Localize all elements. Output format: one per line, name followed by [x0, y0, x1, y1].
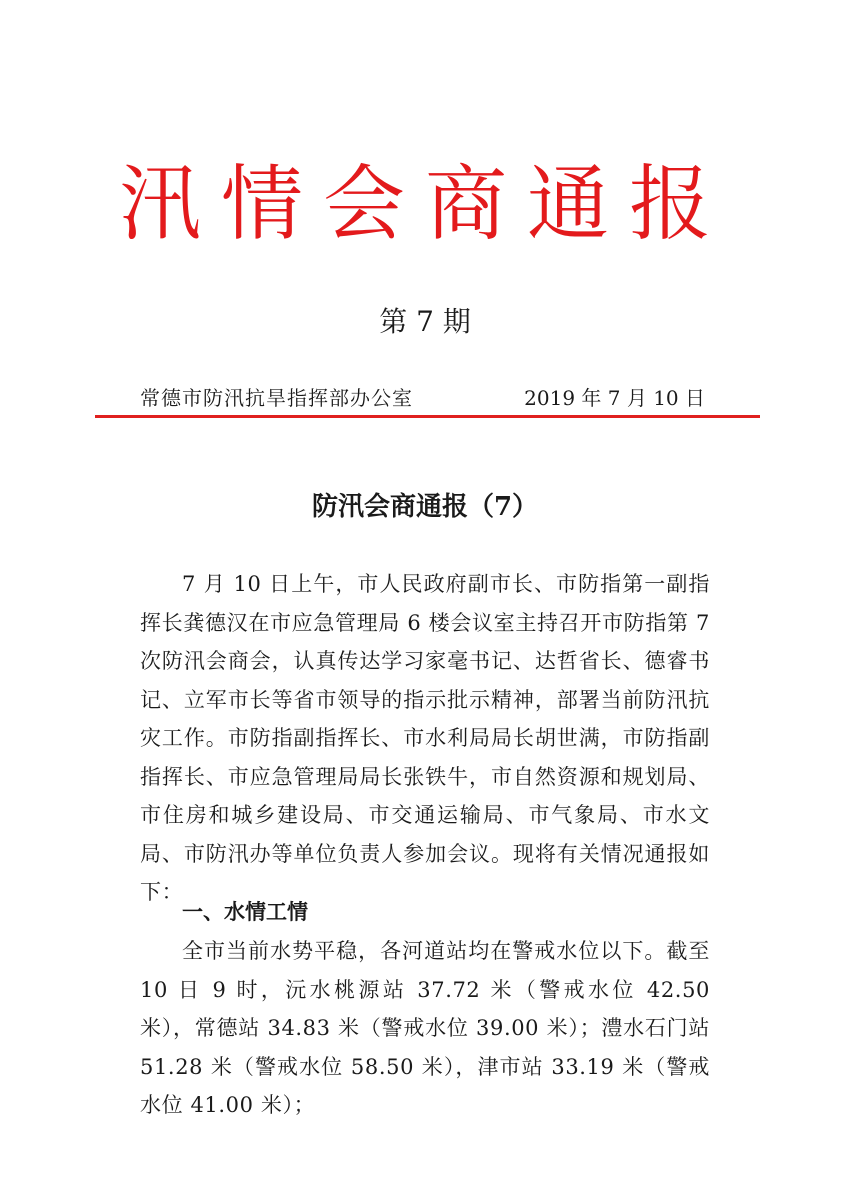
issuing-office: 常德市防汛抗旱指挥部办公室 [140, 386, 413, 410]
masthead-title: 汛情会商通报 [118, 157, 731, 252]
document-title: 防汛会商通报（7） [311, 492, 539, 522]
water-conditions-section [140, 932, 710, 1125]
header-meta-row [140, 382, 705, 416]
issue-date: 2019 年 7 月 10 日 [524, 386, 705, 410]
intro-paragraph: 7 月 10 日上午，市人民政府副市长、市防指第一副指挥长龚德汉在市应急管理局 6 楼会议室主持召开市防指第 7 次防汛会商会，认真传达学习家毫书记、达哲省长、德睿书记、立军市长等省市领导的指示批示精神，部署当前防汛抗灾工作。市防指副指挥长、市水利局局长胡世满，市防指副指挥长、市应急管理局局长张铁牛，市自然资源和规划局、市住房和城乡建设局、市交通运输局、市气象局、市水文局、市防汛办等单位负责人参加会议。现将有关情况通报如下： [140, 572, 710, 904]
intro-section [140, 565, 710, 912]
water-conditions-paragraph: 全市当前水势平稳，各河道站均在警戒水位以下。截至 10 日 9 时，沅水桃源站 37.72 米（警戒水位 42.50 米），常德站 34.83 米（警戒水位 39.00 米）；澧水石门站 51.28 米（警戒水位 58.50 米），津市站 33.19 米（警戒水位 41.00 米）； [140, 939, 710, 1117]
red-divider-line [95, 415, 760, 418]
section-heading-water-conditions: 一、水情工情 [182, 900, 308, 924]
issue-number: 第 7 期 [379, 305, 471, 338]
